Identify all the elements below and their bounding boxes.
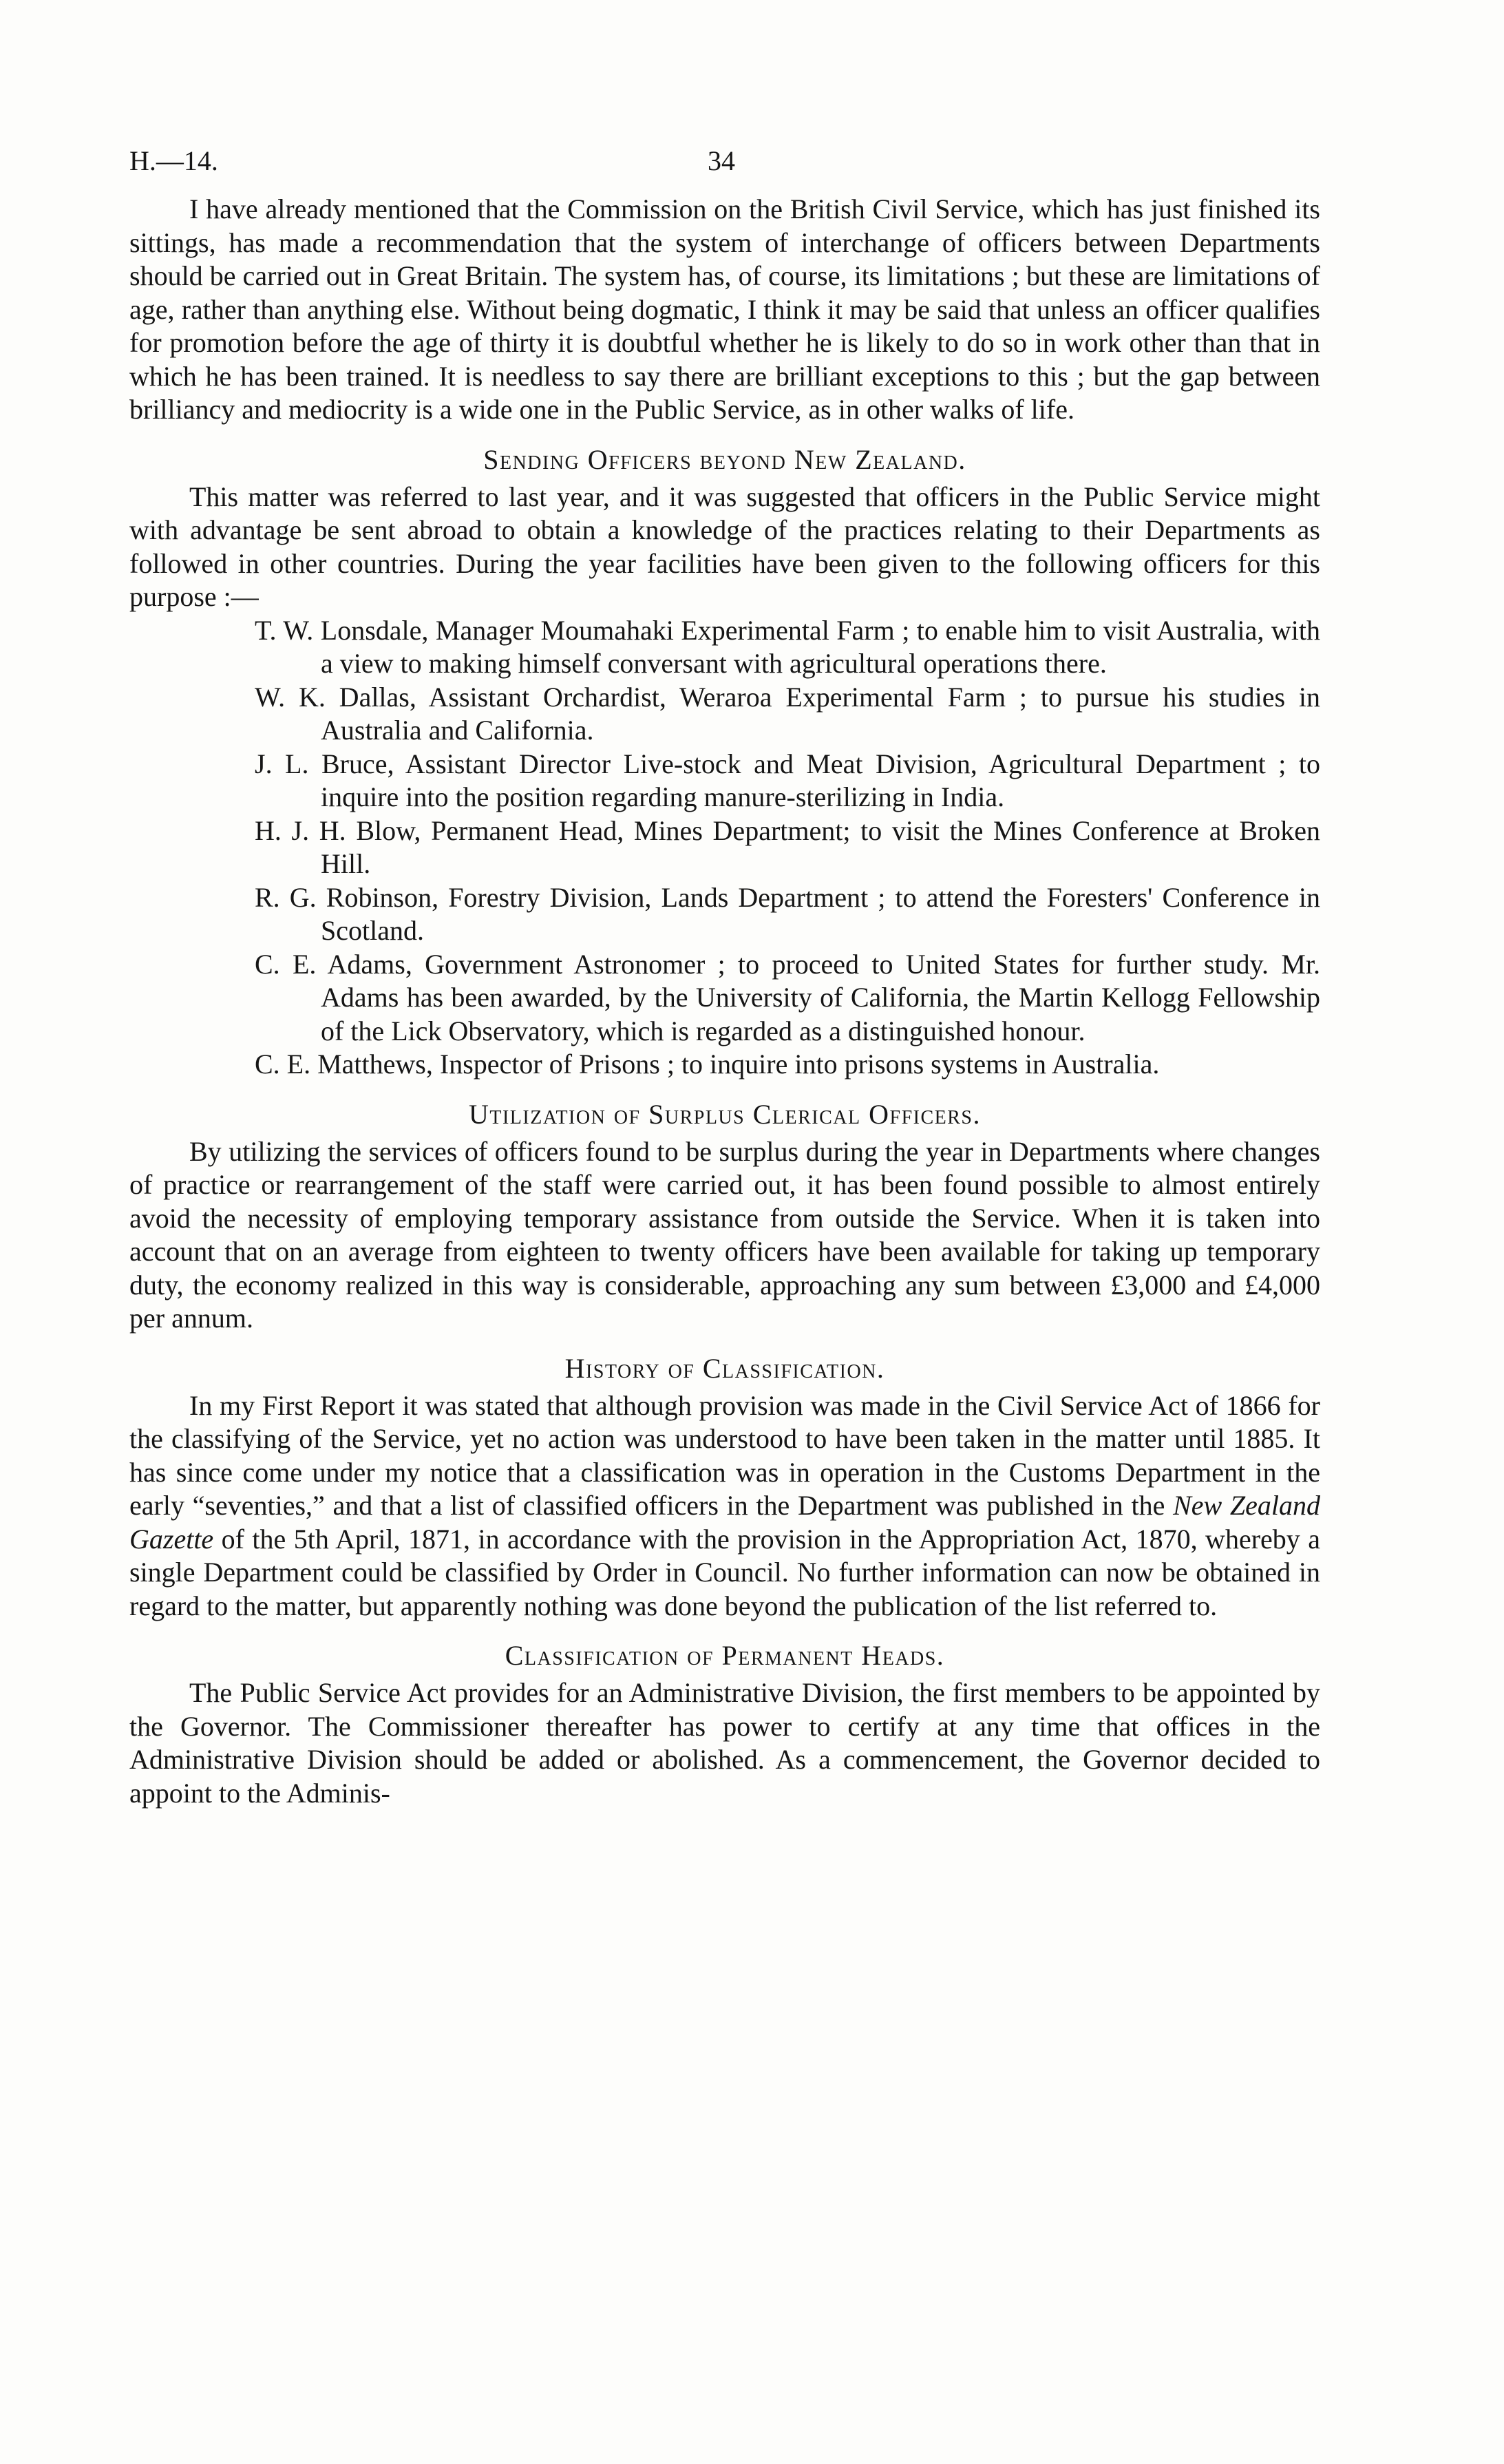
officer-list-item: C. E. Adams, Government Astronomer ; to proceed to United States for further study. Mr. Adams has been awarded, by the University of California, the Martin Kellogg Fellowship of the Lick Observatory, which is regarded as a distinguished honour. xyxy=(255,948,1320,1046)
officer-list-item: R. G. Robinson, Forestry Division, Lands Department ; to attend the Foresters' Conference in Scotland. xyxy=(255,881,1320,946)
report-reference: H.—14. xyxy=(129,145,218,176)
page-header xyxy=(129,145,1320,186)
intro-paragraph: I have already mentioned that the Commission on the British Civil Service, which has just finished its sittings, has made a recommendation that the system of interchange of officers between Departments should be carried out in Great Britain. The system has, of course, its limitations ; but these are limitations of age, rather than anything else. Without being dogmatic, I think it may be said that unless an officer qualifies for promotion before the age of thirty it is doubtful whether he is likely to do so in work other than that in which he has been trained. It is needless to say there are brilliant exceptions to this ; but the gap between brilliancy and mediocrity is a wide one in the Public Service, as in other walks of life. xyxy=(129,193,1320,425)
history-text-start: In my First Report it was stated that although provision was made in the Civil Service Act of 1866 for the classifying of the Service, yet no action was understood to have been taken in the matter until 1885. It has since come under my notice that a classification was in operation in the Customs Department in the early “seventies,” and that a list of classified officers in the Department was published in the xyxy=(129,1389,1320,1521)
page-number: 34 xyxy=(708,145,735,176)
sending-officers-paragraph: This matter was referred to last year, and it was suggested that officers in the Public Service might with advantage be sent abroad to obtain a knowledge of the practices relating to their Departments as followed in other countries. During the year facilities have been given to the following officers for this purpose :— xyxy=(129,481,1320,612)
officer-list-item: W. K. Dallas, Assistant Orchardist, Weraroa Experimental Farm ; to pursue his studies in Australia and California. xyxy=(255,681,1320,746)
officer-list-item: J. L. Bruce, Assistant Director Live-stock and Meat Division, Agricultural Department ; to inquire into the position regarding manure-sterilizing in India. xyxy=(255,748,1320,812)
permanent-heads-paragraph: The Public Service Act provides for an Administrative Division, the first members to be appointed by the Governor. The Commissioner thereafter has power to certify at any time that offices in the Administrative Division should be added or abolished. As a commencement, the Governor decided to appoint to the Adminis- xyxy=(129,1677,1320,1809)
document-page xyxy=(129,145,1320,1810)
history-classification-paragraph xyxy=(129,1389,1320,1623)
gazette-title: New Zealand Gazette xyxy=(129,1490,1320,1555)
section-heading-history-classification: History of Classification. xyxy=(564,1352,885,1384)
surplus-officers-paragraph: By utilizing the services of officers found to be surplus during the year in Departments where changes of practice or rearrangement of the staff were carried out, it has been found possible to almost entirely avoid the necessity of employing temporary assistance from outside the Service. When it is taken into account that on an average from eighteen to twenty officers have been available for taking up temporary duty, the economy realized in this way is considerable, approaching any sum between £3,000 and £4,000 per annum. xyxy=(129,1135,1320,1334)
section-heading-sending-officers: Sending Officers beyond New Zealand. xyxy=(483,443,966,475)
history-text-end: of the 5th April, 1871, in accordance with the provision in the Appropriation Act, 1870, whereby a single Department could be classified by Order in Council. No further information can now be obtained in regard to the matter, but apparently nothing was done beyond the publication of the list referred to. xyxy=(129,1523,1320,1621)
section-heading-surplus-officers: Utilization of Surplus Clerical Officers. xyxy=(468,1098,981,1130)
officer-list-item: T. W. Lonsdale, Manager Moumahaki Experimental Farm ; to enable him to visit Australia, with a view to making himself conversant with agricultural operations there. xyxy=(255,614,1320,679)
officers-list xyxy=(129,614,1320,1082)
officer-list-item: C. E. Matthews, Inspector of Prisons ; to inquire into prisons systems in Australia. xyxy=(255,1049,1160,1080)
officer-list-item: H. J. H. Blow, Permanent Head, Mines Department; to visit the Mines Conference at Broken Hill. xyxy=(255,814,1320,879)
section-heading-permanent-heads: Classification of Permanent Heads. xyxy=(505,1640,945,1671)
